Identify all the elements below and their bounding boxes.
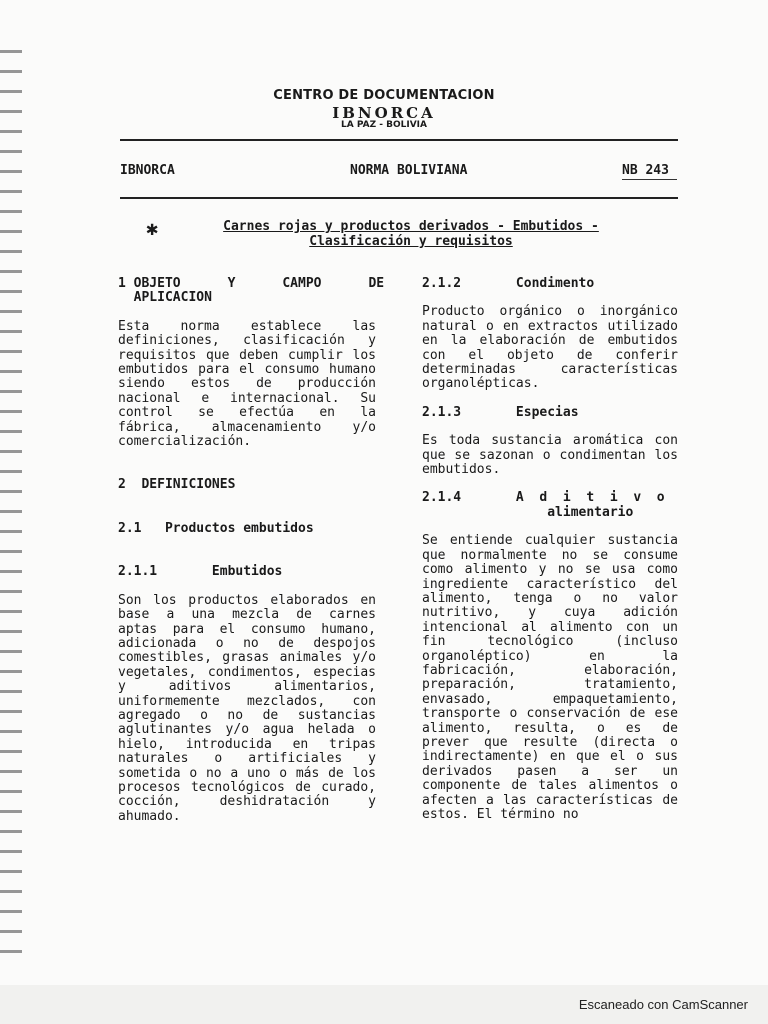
section-heading-condimento: 2.1.2 Condimento bbox=[422, 276, 595, 291]
left-column bbox=[118, 276, 385, 824]
paragraph-especias: Es toda sustancia aromática con que se sazonan o condimentan los embutidos. bbox=[422, 433, 678, 478]
letterhead-org: IBNORCA bbox=[332, 104, 436, 122]
letterhead-center: CENTRO DE DOCUMENTACION bbox=[273, 88, 495, 103]
header-top-rule bbox=[120, 139, 678, 141]
paragraph-aditivo: Se entiende cualquier sustancia que normalmente no se consume como alimento y no se usa como ingrediente característico del alimento, tenga o no valor nutritivo, y cuya adición intencional al alimento con un fin tecnológico (incluso organoléptico) en la fabricación, elaboración, preparación, tratamiento, envasado, empaquetamiento, transporte o conservación de ese alimento, resulta, o es de prever que resulte (directa o indirectamente) en que el o sus derivados pasen a ser un componente de tales alimentos o afecten a las características de estos. El término no bbox=[422, 533, 678, 822]
title-line-2: Clasificación y requisitos bbox=[309, 234, 513, 249]
binding-holes bbox=[0, 40, 22, 970]
scanner-watermark: Escaneado con CamScanner bbox=[578, 997, 748, 1012]
section-heading-productos-embutidos: 2.1 Productos embutidos bbox=[118, 520, 314, 536]
header-norm-number: NB 243 bbox=[622, 163, 669, 178]
section-heading-especias: 2.1.3 Especias bbox=[422, 404, 579, 420]
letterhead-city: LA PAZ - BOLIVIA bbox=[341, 120, 427, 130]
paragraph-condimento: Producto orgánico o inorgánico natural o en extractos utilizado en la elaboración de embutidos con el objeto de conferir determinadas características organolépticas. bbox=[422, 304, 678, 392]
header-org: IBNORCA bbox=[120, 163, 175, 178]
section-heading-embutidos: 2.1.1 Embutidos bbox=[118, 564, 283, 580]
header-bottom-rule bbox=[120, 197, 678, 199]
right-column bbox=[422, 277, 678, 822]
section-heading-aditivo: 2.1.4 A d i t i v o alimentario bbox=[422, 490, 665, 520]
paragraph-objeto: Esta norma establece las definiciones, clasificación y requisitos que deben cumplir los embutidos para el consumo humano siendo estos de producción nacional e internacional. Su control se efectúa en la fábrica, almacenamiento y/o comercialización. bbox=[118, 318, 376, 450]
section-heading-definiciones: 2 DEFINICIONES bbox=[118, 477, 236, 493]
paragraph-embutidos: Son los productos elaborados en base a una mezcla de carnes aptas para el consumo humano, adicionada o no de despojos comestibles, grasas animales y/o vegetales, condimentos, especias y aditivos alimentarios, uniformemente mezclados, con agregado o no de sustancias aglutinantes y/o agua helada o hielo, introducida en tripas naturales o artificiales y sometida o no a uno o más de los procesos tecnológicos de curado, cocción, deshidratación y ahumado. bbox=[118, 592, 376, 824]
norm-number-underline bbox=[622, 179, 677, 180]
section-heading-objeto: 1 OBJETO Y CAMPO DE APLICACION bbox=[118, 276, 385, 306]
title-line-1: Carnes rojas y productos derivados - Embutidos - bbox=[223, 219, 599, 234]
asterisk-icon: ✱ bbox=[146, 216, 159, 240]
document-title bbox=[176, 219, 646, 249]
header-norma: NORMA BOLIVIANA bbox=[350, 163, 468, 178]
